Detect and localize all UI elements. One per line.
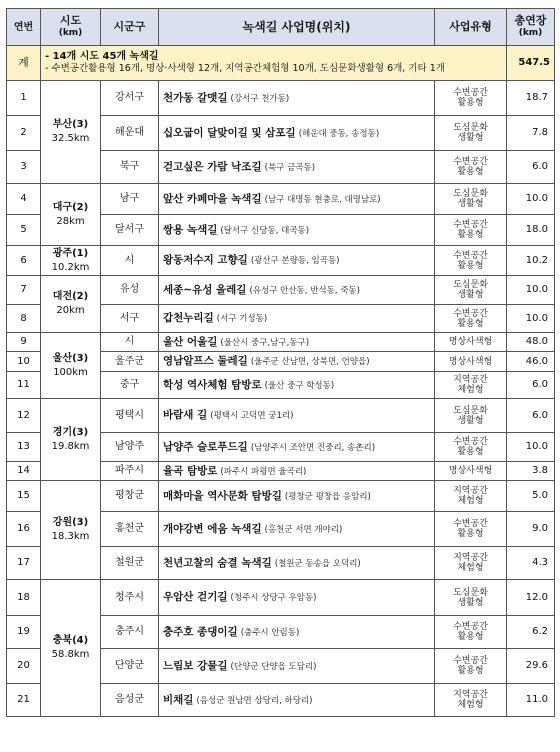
project-type: 수변공간 활용형 [435, 215, 507, 246]
sigungu-cell: 충주시 [101, 616, 159, 649]
row-number: 9 [7, 333, 41, 352]
project-cell [159, 433, 435, 462]
project-cell [159, 481, 435, 512]
project-name: 십오굽이 달맞이길 및 삼포길 [163, 126, 296, 139]
header-length-label: 총연장 [514, 14, 547, 27]
total-length: 547.5 [507, 46, 555, 81]
table-row [7, 399, 555, 433]
project-type: 도심문화 생활형 [435, 116, 507, 151]
project-name: 왕동저수지 고향길 [163, 254, 248, 266]
project-location: (충주시 안림동) [240, 627, 300, 638]
project-location: (북구 금곡동) [264, 162, 316, 173]
header-no: 연번 [7, 9, 41, 46]
header-sido-unit: (km) [58, 28, 83, 38]
project-length: 6.0 [507, 372, 555, 399]
project-location: (유성구 안산동, 반석동, 죽동) [249, 285, 360, 296]
project-cell [159, 305, 435, 333]
row-number: 17 [7, 547, 41, 580]
project-length: 48.0 [507, 333, 555, 352]
project-type: 수변공간 활용형 [435, 246, 507, 276]
project-length: 10.0 [507, 184, 555, 215]
header-length [507, 9, 555, 46]
total-summary [41, 46, 507, 81]
project-length: 18.7 [507, 81, 555, 116]
project-cell [159, 462, 435, 481]
project-cell [159, 372, 435, 399]
project-length: 6.0 [507, 151, 555, 184]
project-length: 7.8 [507, 116, 555, 151]
project-name: 느림보 강물길 [163, 659, 228, 672]
project-type: 지역공간 체험형 [435, 684, 507, 717]
sigungu-cell: 유성 [101, 276, 159, 305]
region-cell [41, 246, 101, 276]
region-length: 32.5km [51, 133, 90, 144]
project-cell [159, 684, 435, 717]
project-length: 5.0 [507, 481, 555, 512]
sigungu-cell: 서구 [101, 305, 159, 333]
project-cell [159, 399, 435, 433]
table-row [7, 580, 555, 616]
region-length: 10.2km [51, 261, 90, 273]
sigungu-cell: 울주군 [101, 352, 159, 372]
project-type: 지역공간 체험형 [435, 481, 507, 512]
project-cell [159, 246, 435, 276]
project-cell [159, 512, 435, 547]
project-cell [159, 276, 435, 305]
row-number: 5 [7, 215, 41, 246]
project-name: 우암산 걷기길 [163, 591, 228, 603]
project-location: (파주시 파평면 율곡리) [220, 466, 307, 477]
region-name: 대구(2) [52, 201, 89, 213]
region-cell [41, 184, 101, 246]
region-name: 대전(2) [52, 291, 89, 302]
row-number: 20 [7, 649, 41, 684]
project-length: 11.0 [507, 684, 555, 717]
sigungu-cell: 해운대 [101, 116, 159, 151]
table-row [7, 184, 555, 215]
project-name: 학성 역사체험 탐방로 [163, 378, 262, 391]
region-length: 28km [56, 215, 85, 227]
project-cell [159, 151, 435, 184]
project-name: 충주호 종댕이길 [163, 625, 238, 638]
project-length: 4.3 [507, 547, 555, 580]
region-length: 19.8km [51, 440, 90, 452]
project-cell [159, 116, 435, 151]
project-name: 천년고찰의 숨결 녹색길 [163, 556, 272, 569]
project-name: 앞산 카페마을 녹색길 [163, 192, 262, 205]
header-length-unit: (km) [518, 28, 543, 38]
project-cell [159, 580, 435, 616]
header-type: 사업유형 [435, 9, 507, 46]
project-location: (광산구 본량동, 임곡동) [250, 256, 340, 266]
project-cell [159, 616, 435, 649]
sigungu-cell: 달서구 [101, 215, 159, 246]
project-name: 세종~유성 올레길 [163, 283, 247, 296]
row-number: 7 [7, 276, 41, 305]
region-cell [41, 580, 101, 717]
project-location: (해운대 중동, 송정동) [298, 128, 380, 139]
region-name: 광주(1) [52, 247, 89, 259]
project-location: (청주시 상당구 우암동) [230, 593, 317, 603]
header-sigungu: 시군구 [101, 9, 159, 46]
project-length: 10.0 [507, 276, 555, 305]
table-row [7, 246, 555, 276]
sigungu-cell: 평창군 [101, 481, 159, 512]
green-road-table [6, 8, 555, 717]
project-length: 6.0 [507, 399, 555, 433]
project-length: 12.0 [507, 580, 555, 616]
project-name: 개야강변 에움 녹색길 [163, 522, 262, 535]
project-type: 도심문화 생활형 [435, 276, 507, 305]
project-name: 걷고싶은 가람 낙조길 [163, 160, 262, 173]
project-location: (서구 기성동) [216, 314, 268, 324]
project-length: 3.8 [507, 462, 555, 481]
project-type: 수변공간 활용형 [435, 649, 507, 684]
row-number: 6 [7, 246, 41, 276]
sigungu-cell: 평택시 [101, 399, 159, 433]
row-number: 16 [7, 512, 41, 547]
row-number: 21 [7, 684, 41, 717]
project-type: 명상사색형 [435, 333, 507, 352]
row-number: 4 [7, 184, 41, 215]
project-name: 천가동 갈맷길 [163, 91, 228, 104]
project-cell [159, 215, 435, 246]
region-length: 100km [53, 366, 88, 378]
header-sido [41, 9, 101, 46]
project-name: 영남알프스 둘레길 [163, 355, 248, 367]
project-length: 18.0 [507, 215, 555, 246]
region-length: 20km [56, 305, 85, 316]
row-number: 10 [7, 352, 41, 372]
project-length: 46.0 [507, 352, 555, 372]
project-cell [159, 352, 435, 372]
project-location: (남구 대명동 현충로, 대명남로) [264, 194, 381, 205]
project-location: (홍천군 서면 개야리) [264, 524, 343, 535]
row-number: 11 [7, 372, 41, 399]
project-location: (단양군 단양읍 도담리) [230, 661, 317, 672]
project-name: 율곡 탐방로 [163, 464, 218, 477]
project-location: (남양주시 조안면 진중리, 송촌리) [250, 442, 376, 453]
project-length: 10.0 [507, 305, 555, 333]
header-project: 녹색길 사업명(위치) [159, 9, 435, 46]
table-row [7, 333, 555, 352]
row-number: 3 [7, 151, 41, 184]
project-type: 지역공간 체험형 [435, 372, 507, 399]
project-name: 갑천누리길 [163, 312, 214, 324]
project-type: 도심문화 생활형 [435, 580, 507, 616]
sigungu-cell: 북구 [101, 151, 159, 184]
sigungu-cell: 시 [101, 246, 159, 276]
project-cell [159, 547, 435, 580]
sigungu-cell: 중구 [101, 372, 159, 399]
sigungu-cell: 남구 [101, 184, 159, 215]
sigungu-cell: 시 [101, 333, 159, 352]
total-label: 계 [7, 46, 41, 81]
project-cell [159, 81, 435, 116]
region-name: 경기(3) [52, 426, 89, 438]
project-cell [159, 184, 435, 215]
project-type: 수변공간 활용형 [435, 151, 507, 184]
row-number: 18 [7, 580, 41, 616]
region-length: 18.3km [51, 531, 90, 542]
project-location: (평창군 평창읍 응암리) [284, 491, 371, 502]
region-cell [41, 276, 101, 333]
sigungu-cell: 홍천군 [101, 512, 159, 547]
sigungu-cell: 파주시 [101, 462, 159, 481]
sigungu-cell: 철원군 [101, 547, 159, 580]
project-location: (울산 중구 학성동) [264, 380, 335, 391]
project-cell [159, 649, 435, 684]
sigungu-cell: 남양주 [101, 433, 159, 462]
sigungu-cell: 청주시 [101, 580, 159, 616]
project-length: 29.6 [507, 649, 555, 684]
table-row [7, 81, 555, 116]
project-type: 도심문화 생활형 [435, 184, 507, 215]
project-length: 6.2 [507, 616, 555, 649]
project-type: 명상사색형 [435, 462, 507, 481]
region-cell [41, 333, 101, 399]
project-length: 10.2 [507, 246, 555, 276]
project-type: 수변공간 활용형 [435, 305, 507, 333]
sigungu-cell: 단양군 [101, 649, 159, 684]
project-location: (울산시 중구,남구,동구) [220, 337, 310, 348]
region-length: 58.8km [51, 649, 90, 660]
project-type: 도심문화 생활형 [435, 399, 507, 433]
project-name: 울산 어울길 [163, 335, 218, 348]
row-number: 8 [7, 305, 41, 333]
row-number: 12 [7, 399, 41, 433]
row-number: 1 [7, 81, 41, 116]
table-row [7, 276, 555, 305]
row-number: 19 [7, 616, 41, 649]
region-name: 울산(3) [52, 352, 89, 364]
row-number: 2 [7, 116, 41, 151]
region-cell [41, 481, 101, 580]
project-location: (강서구 천가동) [230, 93, 290, 104]
total-summary-line1: - 14개 시도 45개 녹색길 [45, 51, 159, 62]
project-type: 지역공간 체험형 [435, 547, 507, 580]
region-cell [41, 81, 101, 184]
sigungu-cell: 음성군 [101, 684, 159, 717]
project-name: 쌍용 녹색길 [163, 223, 218, 236]
total-summary-line2: - 수변공간활용형 16개, 명상·사색형 12개, 지역공간체험형 10개, 도심문화생활형 6개, 기타 1개 [45, 63, 445, 74]
project-type: 명상사색형 [435, 352, 507, 372]
row-number: 14 [7, 462, 41, 481]
project-length: 9.0 [507, 512, 555, 547]
project-type: 수변공간 활용형 [435, 616, 507, 649]
region-name: 부산(3) [52, 119, 89, 130]
row-number: 13 [7, 433, 41, 462]
project-cell [159, 333, 435, 352]
header-row [7, 9, 555, 46]
row-number: 15 [7, 481, 41, 512]
project-location: (평택시 고덕면 궁1리) [210, 411, 294, 421]
region-name: 충북(4) [52, 635, 89, 646]
project-location: (음성군 원남면 상당리, 하당리) [196, 695, 313, 706]
sigungu-cell: 강서구 [101, 81, 159, 116]
project-location: (철원군 동송읍 오덕리) [274, 558, 361, 569]
project-type: 수변공간 활용형 [435, 512, 507, 547]
project-location: (울주군 산남면, 상북면, 언양읍) [250, 357, 370, 367]
total-row [7, 46, 555, 81]
project-location: (달서구 신당동, 대곡동) [220, 225, 310, 236]
project-name: 바람새 길 [163, 409, 208, 421]
header-sido-label: 시도 [59, 14, 82, 27]
project-type: 수변공간 활용형 [435, 81, 507, 116]
region-cell [41, 399, 101, 481]
project-name: 남양주 슬로푸드길 [163, 440, 248, 453]
project-name: 매화마을 역사문화 탐방길 [163, 489, 282, 502]
project-type: 수변공간 활용형 [435, 433, 507, 462]
region-name: 강원(3) [52, 517, 89, 528]
project-name: 비채길 [163, 693, 194, 706]
table-row [7, 481, 555, 512]
project-length: 10.0 [507, 433, 555, 462]
